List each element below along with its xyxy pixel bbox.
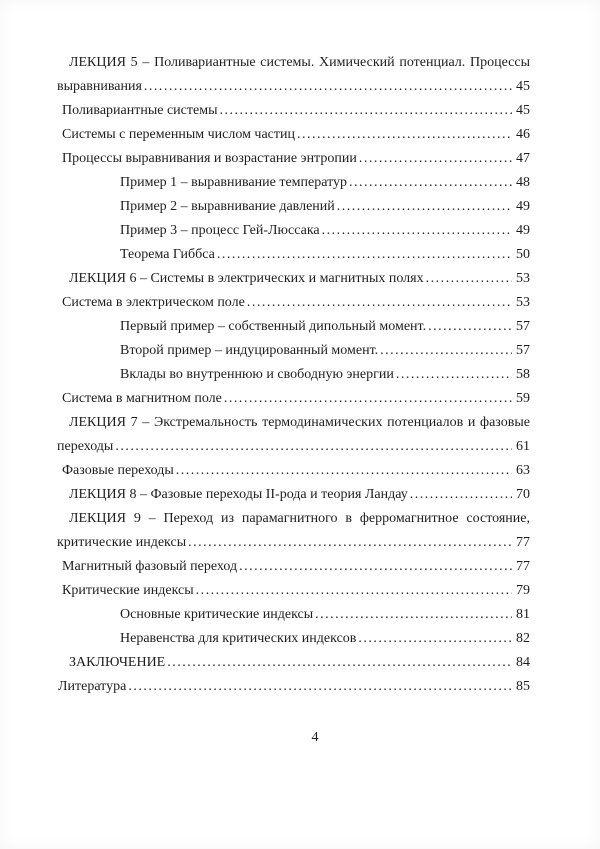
- toc-entry: [57, 579, 530, 603]
- toc-entry-row: [62, 99, 530, 123]
- dot-leader: [337, 195, 512, 219]
- toc-entry: [57, 411, 530, 459]
- toc-entry-title: Система в электрическом поле: [62, 295, 245, 310]
- toc-entry-title: Теорема Гиббса: [120, 247, 215, 262]
- toc-entry: [57, 243, 530, 267]
- toc-entry-page: 47: [516, 151, 530, 166]
- toc-entry-row: [57, 651, 530, 675]
- dot-leader: [322, 219, 512, 243]
- toc-entry-page: 46: [516, 127, 530, 142]
- dot-leader: [220, 99, 513, 123]
- toc-entry: [57, 483, 530, 507]
- toc-entry-row: [120, 195, 530, 219]
- toc-entry-row: [120, 603, 530, 627]
- toc-entry-page: 57: [516, 319, 530, 334]
- toc-entry: [57, 99, 530, 123]
- toc-entry-row: [120, 315, 530, 339]
- toc-entry-row: [62, 387, 530, 411]
- toc-entry-row: [57, 267, 530, 291]
- dot-leader: [128, 675, 512, 699]
- toc-entry-title-line: ЛЕКЦИЯ 7 – Экстремальность термодинамических потенциалов и фазовые: [69, 415, 530, 430]
- toc-entry: [57, 291, 530, 315]
- toc-entry-page: 53: [516, 271, 530, 286]
- dot-leader: [315, 603, 512, 627]
- toc-entry: [57, 651, 530, 675]
- toc-entry-page: 84: [516, 655, 530, 670]
- dot-leader: [217, 243, 512, 267]
- toc-entry-page: 45: [516, 103, 530, 118]
- dot-leader: [224, 387, 512, 411]
- toc-entry-row: [62, 579, 530, 603]
- toc-entry: [57, 219, 530, 243]
- toc-entry-page: 50: [516, 247, 530, 262]
- toc-entry-page: 79: [516, 583, 530, 598]
- dot-leader: [410, 483, 512, 507]
- toc-entry-page: 48: [516, 175, 530, 190]
- toc-entry-title: Пример 3 – процесс Гей-Люссака: [120, 223, 320, 238]
- toc-entry: [57, 627, 530, 651]
- toc-entry: [57, 147, 530, 171]
- toc-entry-page: 53: [516, 295, 530, 310]
- toc-entry-title: ЛЕКЦИЯ 8 – Фазовые переходы II-рода и теория Ландау: [69, 487, 408, 502]
- toc-entry-row: [62, 123, 530, 147]
- toc-entry-title: Пример 1 – выравнивание температур: [120, 175, 348, 190]
- toc-entry-title: Фазовые переходы: [62, 463, 174, 478]
- toc-entry-row: [57, 483, 530, 507]
- dot-leader: [247, 291, 512, 315]
- toc-entry-title: Литература: [58, 679, 127, 694]
- dot-leader: [239, 555, 512, 579]
- toc-entry-page: 85: [516, 679, 530, 694]
- toc-entry-row: [62, 291, 530, 315]
- toc-entry: [57, 675, 530, 699]
- toc-entry-title: Пример 2 – выравнивание давлений: [120, 199, 335, 214]
- toc-entry-page: 49: [516, 199, 530, 214]
- toc-entry-title: Первый пример – собственный дипольный момент.: [120, 319, 427, 334]
- toc-entry: [57, 195, 530, 219]
- toc-entry: [57, 603, 530, 627]
- toc-entry-page: 61: [516, 439, 530, 454]
- toc-entry-row: [120, 243, 530, 267]
- toc-entry-title: Процессы выравнивания и возрастание энтропии: [62, 151, 357, 166]
- toc-entry-row: [120, 171, 530, 195]
- toc-entry-title: переходы: [57, 439, 114, 454]
- toc-entry-row: [62, 147, 530, 171]
- dot-leader: [349, 171, 512, 195]
- toc-entry-title: Неравенства для критических индексов: [120, 631, 357, 646]
- toc-entry-row: [120, 219, 530, 243]
- toc-entry-row: [58, 675, 530, 699]
- toc-entry-title-line: ЛЕКЦИЯ 9 – Переход из парамагнитного в ферромагнитное состояние,: [69, 511, 530, 526]
- toc-entry: [57, 363, 530, 387]
- dot-leader: [188, 531, 512, 555]
- toc-entry-page: 49: [516, 223, 530, 238]
- toc-entry-page: 63: [516, 463, 530, 478]
- toc-entry: [57, 507, 530, 555]
- toc-entry-title-line: ЛЕКЦИЯ 5 – Поливариантные системы. Химический потенциал. Процессы: [69, 55, 530, 70]
- toc-entry-title: Поливариантные системы: [62, 103, 218, 118]
- dot-leader: [176, 459, 512, 483]
- toc-entry-page: 82: [516, 631, 530, 646]
- toc-entry-page: 77: [516, 535, 530, 550]
- toc-entry-row: [120, 339, 530, 363]
- toc-entry-title: Основные критические индексы: [120, 607, 314, 622]
- toc-entry-title: критические индексы: [57, 535, 187, 550]
- dot-leader: [196, 579, 512, 603]
- toc-entry-page: 45: [516, 79, 530, 94]
- toc-entry-title: Второй пример – индуцированный момент.: [120, 343, 379, 358]
- dot-leader: [396, 363, 512, 387]
- dot-leader: [144, 75, 512, 99]
- toc-entry: [57, 339, 530, 363]
- toc-entry-title: Система в магнитном поле: [62, 391, 222, 406]
- toc-entry-title: Системы с переменным числом частиц: [62, 127, 295, 142]
- toc-entry: [57, 123, 530, 147]
- dot-leader: [428, 315, 512, 339]
- table-of-contents: [57, 51, 530, 699]
- toc-entry-row: [57, 435, 530, 459]
- dot-leader: [426, 267, 512, 291]
- toc-entry-row: [57, 531, 530, 555]
- toc-entry-title: ЛЕКЦИЯ 6 – Системы в электрических и магнитных полях: [69, 271, 424, 286]
- toc-entry: [57, 459, 530, 483]
- toc-entry: [57, 267, 530, 291]
- toc-entry-title: Вклады во внутреннюю и свободную энергии: [120, 367, 394, 382]
- toc-entry: [57, 315, 530, 339]
- toc-entry-page: 70: [516, 487, 530, 502]
- toc-entry-row: [120, 627, 530, 651]
- toc-entry-title: Критические индексы: [62, 583, 194, 598]
- toc-entry: [57, 387, 530, 411]
- toc-entry-page: 58: [516, 367, 530, 382]
- toc-entry-title: выравнивания: [57, 79, 142, 94]
- toc-entry: [57, 51, 530, 99]
- dot-leader: [167, 651, 512, 675]
- toc-entry-page: 81: [516, 607, 530, 622]
- dot-leader: [358, 627, 512, 651]
- toc-entry-row: [62, 555, 530, 579]
- toc-entry-row: [120, 363, 530, 387]
- toc-entry-page: 59: [516, 391, 530, 406]
- toc-entry: [57, 171, 530, 195]
- toc-entry-page: 77: [516, 559, 530, 574]
- toc-entry-title: ЗАКЛЮЧЕНИЕ: [69, 655, 166, 670]
- page-number: 4: [311, 730, 319, 745]
- dot-leader: [359, 147, 512, 171]
- dot-leader: [380, 339, 512, 363]
- toc-entry-page: 57: [516, 343, 530, 358]
- dot-leader: [115, 435, 512, 459]
- toc-entry-row: [57, 75, 530, 99]
- toc-entry-title: Магнитный фазовый переход: [62, 559, 238, 574]
- toc-entry-row: [62, 459, 530, 483]
- dot-leader: [297, 123, 512, 147]
- toc-entry: [57, 555, 530, 579]
